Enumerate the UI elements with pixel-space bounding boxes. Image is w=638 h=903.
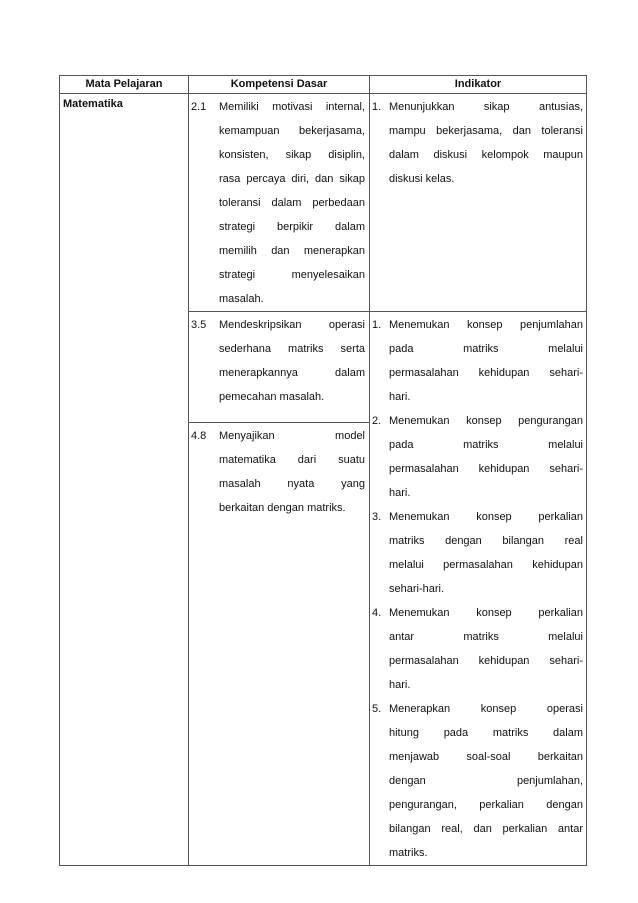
table-row <box>60 94 587 312</box>
kd-line: memilih dan menerapkan <box>219 245 365 257</box>
indikator-line: pengurangan, perkalian dengan <box>389 799 583 811</box>
kd-line: matematika dari suatu <box>219 454 365 466</box>
indikator-line: menjawab soal-soal berkaitan <box>389 751 583 763</box>
kd-line: strategi berpikir dalam <box>219 221 365 233</box>
indikator-line: Menunjukkan sikap antusias, <box>389 101 583 113</box>
indikator-text <box>389 601 583 697</box>
list-item <box>372 601 583 697</box>
kd-line: menerapkannya dalam <box>219 367 365 379</box>
kd-item <box>189 94 369 311</box>
list-item <box>372 313 583 409</box>
kd-text <box>219 95 365 311</box>
kd-item <box>189 423 369 520</box>
kd-line: toleransi dalam perbedaan <box>219 197 365 209</box>
kd-line: strategi menyelesaikan <box>219 269 365 281</box>
indikator-number: 4. <box>372 607 382 619</box>
indikator-line: hari. <box>389 487 411 499</box>
indikator-line: diskusi kelas. <box>389 173 455 185</box>
kd-line: berkaitan dengan matriks. <box>219 502 346 514</box>
kd-number: 4.8 <box>191 430 207 442</box>
competency-table <box>59 75 587 866</box>
indikator-list <box>370 312 586 865</box>
indikator-text <box>389 95 583 191</box>
indikator-line: hitung pada matriks dalam <box>389 727 583 739</box>
kd-line: Mendeskripsikan operasi <box>219 319 365 331</box>
kd-line: Memiliki motivasi internal, <box>219 101 365 113</box>
header-indikator: Indikator <box>370 76 587 94</box>
indikator-line: dengan penjumlahan, <box>389 775 583 787</box>
header-kompetensi-dasar: Kompetensi Dasar <box>189 76 370 94</box>
indikator-line: pada matriks melalui <box>389 343 583 355</box>
table-header-row <box>60 76 587 94</box>
kd-cell-1 <box>189 94 370 312</box>
indikator-line: sehari-hari. <box>389 583 445 595</box>
indikator-line: permasalahan kehidupan sehari- <box>389 655 583 667</box>
indikator-line: hari. <box>389 391 411 403</box>
header-mata-pelajaran: Mata Pelajaran <box>60 76 189 94</box>
list-item <box>372 505 583 601</box>
kd-line: sederhana matriks serta <box>219 343 365 355</box>
indikator-cell-1 <box>370 94 587 312</box>
kd-line: pemecahan masalah. <box>219 391 325 403</box>
indikator-number: 3. <box>372 511 382 523</box>
kd-number: 3.5 <box>191 319 207 331</box>
indikator-line: antar matriks melalui <box>389 631 583 643</box>
kd-text <box>219 424 365 520</box>
indikator-number: 5. <box>372 703 382 715</box>
kd-cell-3 <box>189 423 370 866</box>
kd-cell-2 <box>189 312 370 423</box>
kd-line: kemampuan bekerjasama, <box>219 125 365 137</box>
indikator-line: bilangan real, dan perkalian antar <box>389 823 583 835</box>
indikator-line: matriks. <box>389 847 428 859</box>
indikator-line: pada matriks melalui <box>389 439 583 451</box>
kd-text <box>219 313 365 409</box>
indikator-text <box>389 697 583 865</box>
kd-line: Menyajikan model <box>219 430 365 442</box>
indikator-line: Menemukan konsep perkalian <box>389 607 583 619</box>
indikator-line: melalui permasalahan kehidupan <box>389 559 583 571</box>
list-item <box>372 409 583 505</box>
indikator-number: 1. <box>372 101 382 113</box>
kd-line: masalah nyata yang <box>219 478 365 490</box>
kd-number: 2.1 <box>191 101 207 113</box>
indikator-number: 2. <box>372 415 382 427</box>
kd-item <box>189 312 369 409</box>
indikator-line: hari. <box>389 679 411 691</box>
indikator-number: 1. <box>372 319 382 331</box>
indikator-list <box>370 94 586 191</box>
kd-line: rasa percaya diri, dan sikap <box>219 173 365 185</box>
list-item <box>372 95 583 191</box>
indikator-text <box>389 409 583 505</box>
indikator-line: Menemukan konsep pengurangan <box>389 415 583 427</box>
indikator-line: mampu bekerjasama, dan toleransi <box>389 125 583 137</box>
indikator-line: permasalahan kehidupan sehari- <box>389 367 583 379</box>
indikator-text <box>389 505 583 601</box>
kd-line: konsisten, sikap disiplin, <box>219 149 365 161</box>
list-item <box>372 697 583 865</box>
indikator-cell-2 <box>370 312 587 866</box>
indikator-line: Menemukan konsep penjumlahan <box>389 319 583 331</box>
indikator-line: permasalahan kehidupan sehari- <box>389 463 583 475</box>
subject-cell: Matematika <box>60 94 189 866</box>
indikator-text <box>389 313 583 409</box>
indikator-line: Menerapkan konsep operasi <box>389 703 583 715</box>
indikator-line: matriks dengan bilangan real <box>389 535 583 547</box>
kd-line: masalah. <box>219 293 264 305</box>
indikator-line: Menemukan konsep perkalian <box>389 511 583 523</box>
indikator-line: dalam diskusi kelompok maupun <box>389 149 583 161</box>
